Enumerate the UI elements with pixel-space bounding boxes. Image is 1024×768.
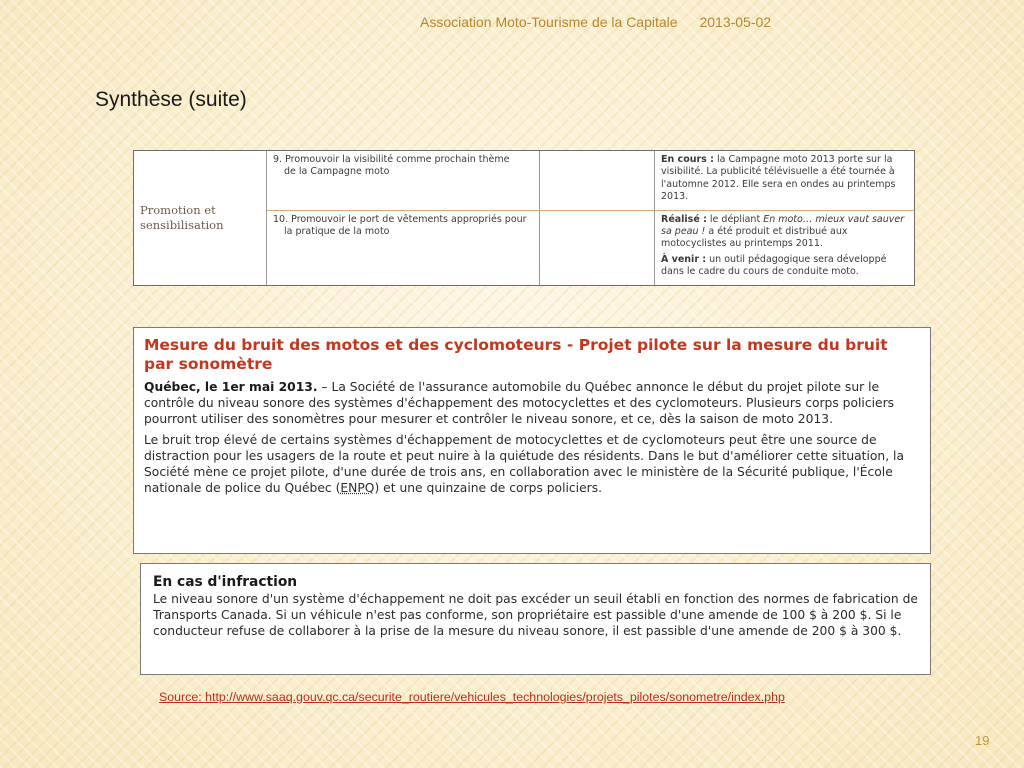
status-text: le dépliant — [706, 213, 764, 225]
news-article — [133, 327, 931, 554]
status-cell — [655, 210, 915, 285]
action-text-cont: de la Campagne moto — [284, 166, 390, 178]
action-text-cont: la pratique de la moto — [284, 226, 390, 238]
status-label: À venir : — [661, 253, 707, 265]
paragraph-text: – La Société de l'assurance automobile du Québec annonce le début du projet pilote sur le contrôle du niveau sonore des systèmes d'échappement des motocyclettes et des cyclomoteurs. Plusieurs corps policiers pourront utiliser des sonomètres pour mesurer et contrôler le niveau sonore, et ce, dès la saison de moto 2013. — [144, 380, 895, 426]
page-number: 19 — [975, 733, 990, 748]
status-text: la Campagne moto 2013 porte sur la visibilité. La publicité télévisuelle a été tournée à l'automne 2012. Elle sera en ondes au printemps 2013. — [661, 154, 896, 203]
header-date: 2013-05-02 — [699, 14, 772, 30]
status-text: a été produit et distribué aux motocyclistes au printemps 2011. — [661, 226, 848, 250]
brochure-title: En moto… mieux vaut sauver sa peau ! — [661, 213, 905, 238]
infraction-box — [140, 563, 931, 675]
section-label-line1: Promotion et — [140, 203, 216, 218]
header-organization: Association Moto-Tourisme de la Capitale — [420, 14, 678, 30]
status-text: un outil pédagogique sera développé dans le cadre du cours de conduite moto. — [661, 253, 887, 278]
enpq-link[interactable]: ENPQ — [340, 480, 375, 495]
action-text: 10. Promouvoir le port de vêtements appropriés pour — [273, 213, 527, 225]
infraction-heading: En cas d'infraction — [153, 574, 298, 590]
source-link[interactable]: Source: http://www.saaq.gouv.qc.ca/securite_routiere/vehicules_technologies/projets_pilotes/sonometre/index.php — [159, 690, 785, 704]
article-paragraph — [144, 433, 920, 496]
status-label: En cours : — [661, 154, 714, 165]
slide-title: Synthèse (suite) — [95, 88, 247, 111]
article-dateline: Québec, le 1er mai 2013. — [144, 380, 318, 394]
paragraph-text: ) et une quinzaine de corps policiers. — [374, 480, 603, 495]
infraction-text: Le niveau sonore d'un système d'échappement ne doit pas excéder un seuil établi en fonction des normes de fabrication de Transports Canada. Si un véhicule n'est pas conforme, son propriétaire est passible d'une amende de 100 $ à 200 $. Si le conducteur refuse de collaborer à la prise de la mesure du niveau sonore, il est passible d'une amende de 200 $ à 300 $. — [153, 592, 918, 638]
empty-cell — [540, 151, 655, 210]
paragraph-text: Le bruit trop élevé de certains systèmes d'échappement de motocyclettes et de cyclomoteurs peut être une source de distraction pour les usagers de la route et peut nuire à la quiétude des résidents. Dans le but d'améliorer cette situation, la Société mène ce projet pilote, d'une durée de trois ans, en collaboration avec le ministère de la Sécurité publique, l'École nationale de police du Québec ( — [144, 433, 904, 495]
table-grid — [134, 151, 914, 285]
action-cell — [267, 210, 540, 285]
action-plan-table — [133, 150, 915, 286]
action-cell — [267, 151, 540, 210]
table-row — [134, 151, 914, 210]
slide-header — [420, 14, 771, 30]
article-paragraph — [144, 380, 920, 427]
section-label-line2: sensibilisation — [140, 218, 224, 232]
section-label — [134, 151, 267, 285]
article-headline: Mesure du bruit des motos et des cyclomoteurs - Projet pilote sur la mesure du bruit par sonomètre — [144, 336, 888, 373]
status-label: Réalisé : — [661, 213, 707, 225]
status-cell — [655, 151, 915, 210]
action-text: 9. Promouvoir la visibilité comme prochain thème — [273, 154, 510, 165]
empty-cell — [540, 210, 655, 285]
